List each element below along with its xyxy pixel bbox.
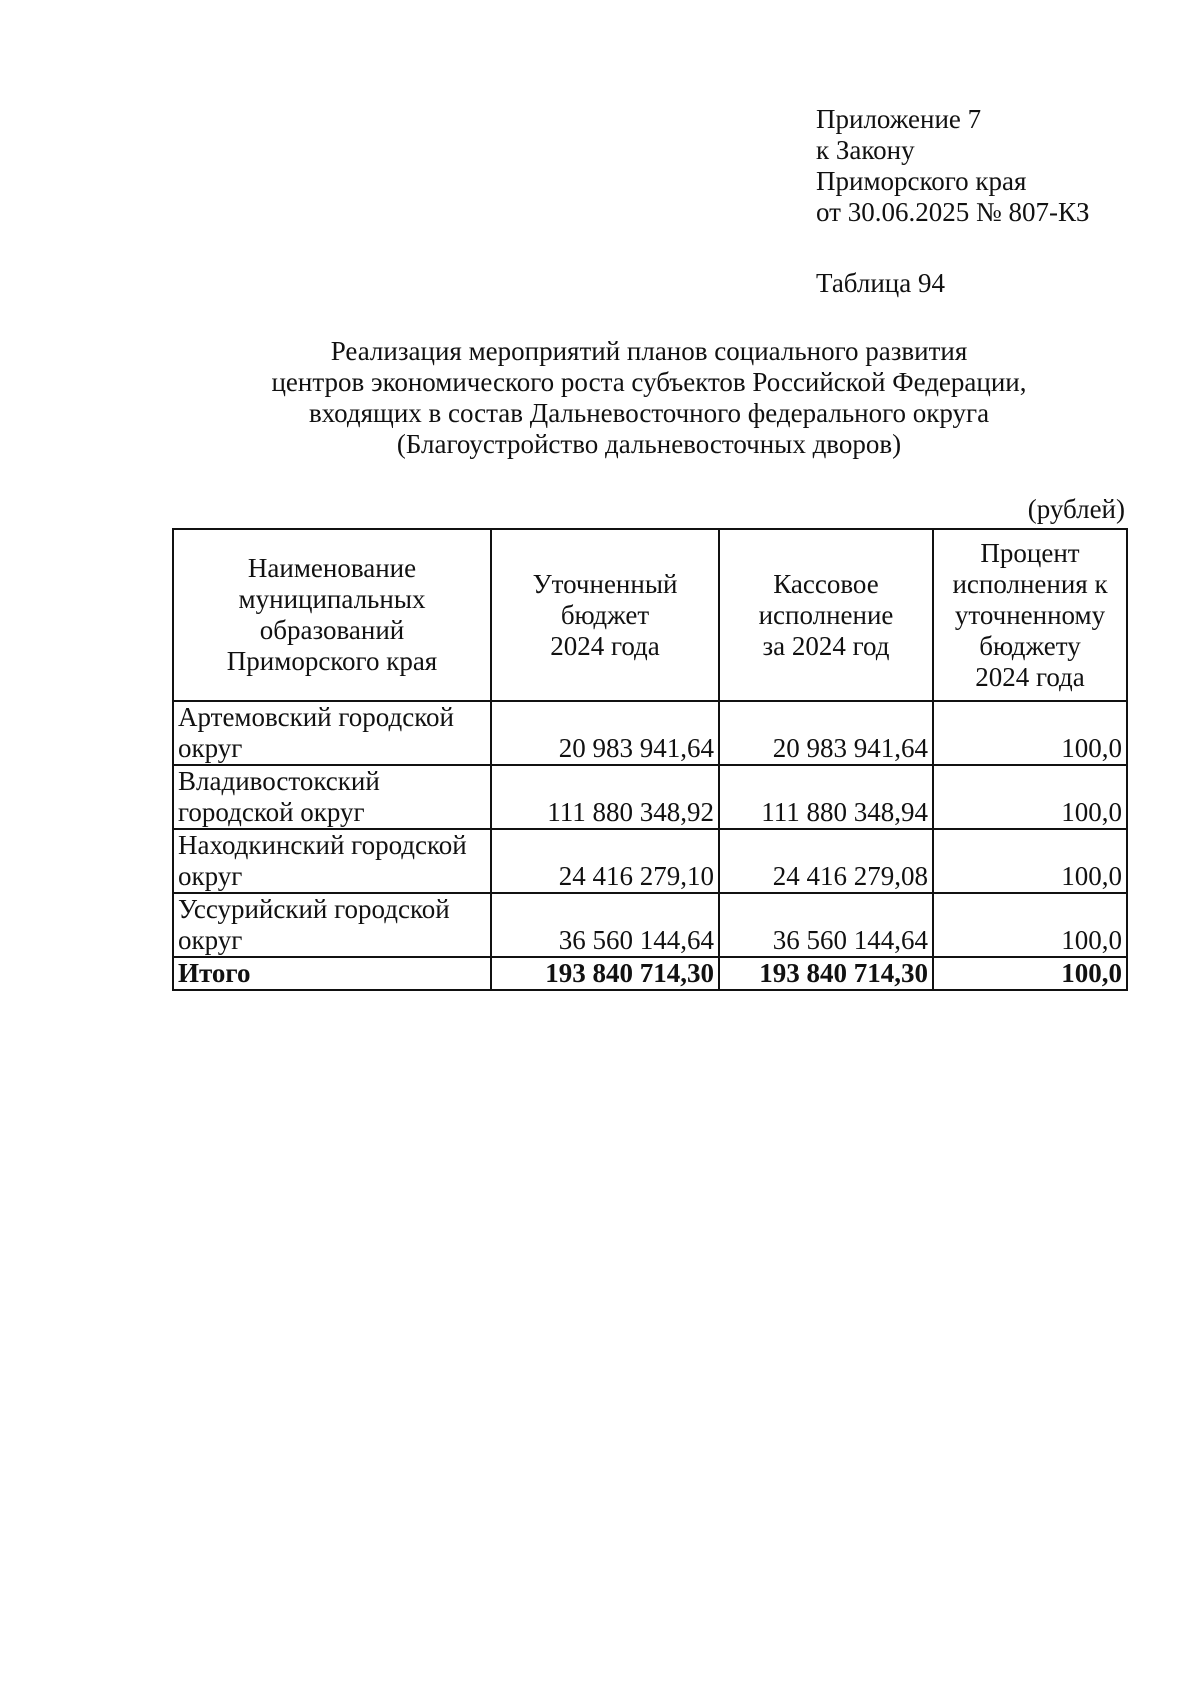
total-row xyxy=(173,957,1127,990)
municipality-name-line: округ xyxy=(178,925,243,955)
header-line: образований xyxy=(259,615,405,645)
municipality-cell xyxy=(173,829,491,893)
header-execution xyxy=(719,529,933,701)
header-line: Уточненный xyxy=(532,568,678,599)
municipality-name-line: Находкинский городской xyxy=(178,830,467,860)
table-row xyxy=(173,701,1127,765)
total-label: Итого xyxy=(173,957,491,990)
budget-cell: 24 416 279,10 xyxy=(491,829,719,893)
header-line: бюджет xyxy=(560,599,650,630)
header-line: муниципальных xyxy=(238,584,426,614)
municipality-name-line: Владивостокский xyxy=(178,766,380,796)
percent-cell: 100,0 xyxy=(933,893,1127,957)
percent-cell: 100,0 xyxy=(933,829,1127,893)
title-line: входящих в состав Дальневосточного федерального округа xyxy=(308,398,990,428)
header-line: Приморского края xyxy=(226,646,438,676)
table-number: Таблица 94 xyxy=(816,268,945,298)
municipality-cell xyxy=(173,701,491,765)
header-budget xyxy=(491,529,719,701)
header-line: бюджету xyxy=(979,630,1081,661)
execution-cell: 111 880 348,94 xyxy=(719,765,933,829)
municipality-cell xyxy=(173,893,491,957)
execution-cell: 20 983 941,64 xyxy=(719,701,933,765)
header-line: 2024 года xyxy=(975,661,1085,692)
municipality-name-line: Артемовский городской xyxy=(178,702,454,732)
appendix-line: от 30.06.2025 № 807-КЗ xyxy=(816,197,1090,227)
total-percent: 100,0 xyxy=(933,957,1127,990)
header-line: Кассовое xyxy=(773,568,879,599)
table-row xyxy=(173,893,1127,957)
header-line: 2024 года xyxy=(550,630,660,661)
total-budget: 193 840 714,30 xyxy=(491,957,719,990)
municipality-name-line: округ xyxy=(178,861,243,891)
budget-cell: 111 880 348,92 xyxy=(491,765,719,829)
title-line: (Благоустройство дальневосточных дворов) xyxy=(396,429,902,459)
document-title xyxy=(172,336,1126,460)
appendix-line: к Закону xyxy=(816,135,915,165)
header-line: за 2024 год xyxy=(762,630,890,661)
total-execution: 193 840 714,30 xyxy=(719,957,933,990)
table-row xyxy=(173,829,1127,893)
header-line: исполнение xyxy=(758,599,894,630)
appendix-line: Приморского края xyxy=(816,166,1027,196)
header-percent xyxy=(933,529,1127,701)
appendix-line: Приложение 7 xyxy=(816,104,982,134)
execution-cell: 36 560 144,64 xyxy=(719,893,933,957)
report-table xyxy=(172,528,1128,991)
budget-cell: 36 560 144,64 xyxy=(491,893,719,957)
municipality-name-line: Уссурийский городской xyxy=(178,894,450,924)
header-line: исполнения к xyxy=(952,568,1108,599)
execution-cell: 24 416 279,08 xyxy=(719,829,933,893)
units-label: (рублей) xyxy=(1027,494,1125,524)
municipality-cell xyxy=(173,765,491,829)
municipality-name-line: округ xyxy=(178,733,243,763)
title-line: Реализация мероприятий планов социального развития xyxy=(330,336,968,366)
table-row xyxy=(173,765,1127,829)
budget-cell: 20 983 941,64 xyxy=(491,701,719,765)
percent-cell: 100,0 xyxy=(933,701,1127,765)
header-line: Наименование xyxy=(247,553,417,583)
appendix-block xyxy=(816,104,1089,228)
percent-cell: 100,0 xyxy=(933,765,1127,829)
header-municipality xyxy=(173,529,491,701)
title-line: центров экономического роста субъектов Российской Федерации, xyxy=(271,367,1027,397)
header-line: Процент xyxy=(980,537,1080,568)
header-line: уточненному xyxy=(954,599,1106,630)
table-header-row xyxy=(173,529,1127,701)
municipality-name-line: городской округ xyxy=(178,797,365,827)
